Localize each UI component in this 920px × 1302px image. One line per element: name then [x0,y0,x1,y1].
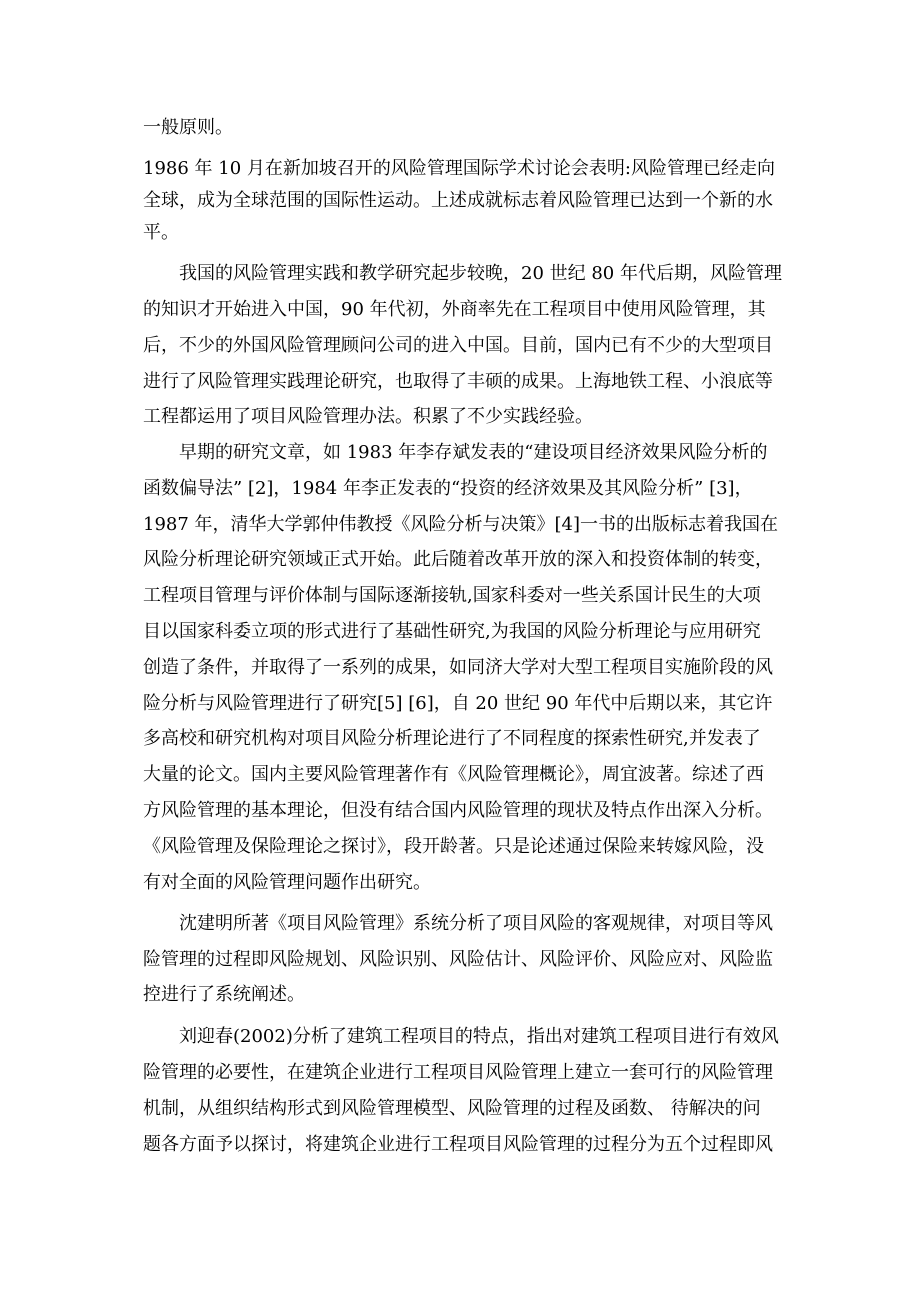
text-line: 1986 年 10 月在新加坡召开的风险管理国际学术讨论会表明:风险管理已经走向 [143,158,775,179]
text-line: 险管理的必要性，在建筑企业进行工程项目风险管理上建立一套可行的风险管理 [143,1062,773,1083]
text-line: 我国的风险管理实践和教学研究起步较晚，20 世纪 80 年代后期，风险管理 [179,263,782,284]
text-line: 一般原则。 [143,117,233,138]
text-line: 险管理的过程即风险规划、风险识别、风险估计、风险评价、风险应对、风险监 [143,949,773,970]
text-line: 题各方面予以探讨，将建筑企业进行工程项目风险管理的过程分为五个过程即风 [143,1134,773,1155]
text-line: 沈建明所著《项目风险管理》系统分析了项目风险的客观规律，对项目等风 [179,913,773,934]
text-line: 后，不少的外国风险管理顾问公司的进入中国。目前，国内已有不少的大型项目 [143,335,773,356]
text-line: 进行了风险管理实践理论研究，也取得了丰硕的成果。上海地铁工程、小浪底等 [143,371,773,392]
text-line: 控进行了系统阐述。 [143,984,305,1005]
text-line: 多高校和研究机构对项目风险分析理论进行了不同程度的探索性研究,并发表了 [143,728,761,749]
text-line: 的知识才开始进入中国，90 年代初，外商率先在工程项目中使用风险管理，其 [143,299,766,320]
text-line: 函数偏导法” [2]，1984 年李正发表的“投资的经济效果及其风险分析” [3]， [143,478,753,499]
text-line: 全球，成为全球范围的国际性运动。上述成就标志着风险管理已达到一个新的水 [143,190,773,211]
text-line: 1987 年，清华大学郭仲伟教授《风险分析与决策》[4]一书的出版标志着我国在 [143,514,779,535]
text-line: 大量的论文。国内主要风险管理著作有《风险管理概论》，周宜波著。综述了西 [143,764,764,785]
text-line: 工程项目管理与评价体制与国际逐渐接轨,国家科委对一些关系国计民生的大项 [143,585,761,606]
text-line: 刘迎春(2002)分析了建筑工程项目的特点，指出对建筑工程项目进行有效风 [179,1026,779,1047]
text-line: 平。 [143,222,179,243]
text-line: 方风险管理的基本理论，但没有结合国内风险管理的现状及特点作出深入分析。 [143,800,773,821]
text-line: 目以国家科委立项的形式进行了基础性研究,为我国的风险分析理论与应用研究 [143,621,761,642]
text-line: 有对全面的风险管理问题作出研究。 [143,872,431,893]
text-line: 风险分析理论研究领域正式开始。此后随着改革开放的深入和投资体制的转变， [143,549,773,570]
text-line: 机制，从组织结构形式到风险管理模型、风险管理的过程及函数、 待解决的问 [143,1098,761,1119]
text-line: 《风险管理及保险理论之探讨》，段开龄著。只是论述通过保险来转嫁风险，没 [143,836,764,857]
text-line: 早期的研究文章，如 1983 年李存斌发表的“建设项目经济效果风险分析的 [179,442,768,463]
text-line: 工程都运用了项目风险管理办法。积累了不少实践经验。 [143,406,593,427]
text-line: 创造了条件，并取得了一系列的成果，如同济大学对大型工程项目实施阶段的风 [143,657,773,678]
text-line: 险分析与风险管理进行了研究[5] [6]，自 20 世纪 90 年代中后期以来，其它许 [143,693,773,714]
